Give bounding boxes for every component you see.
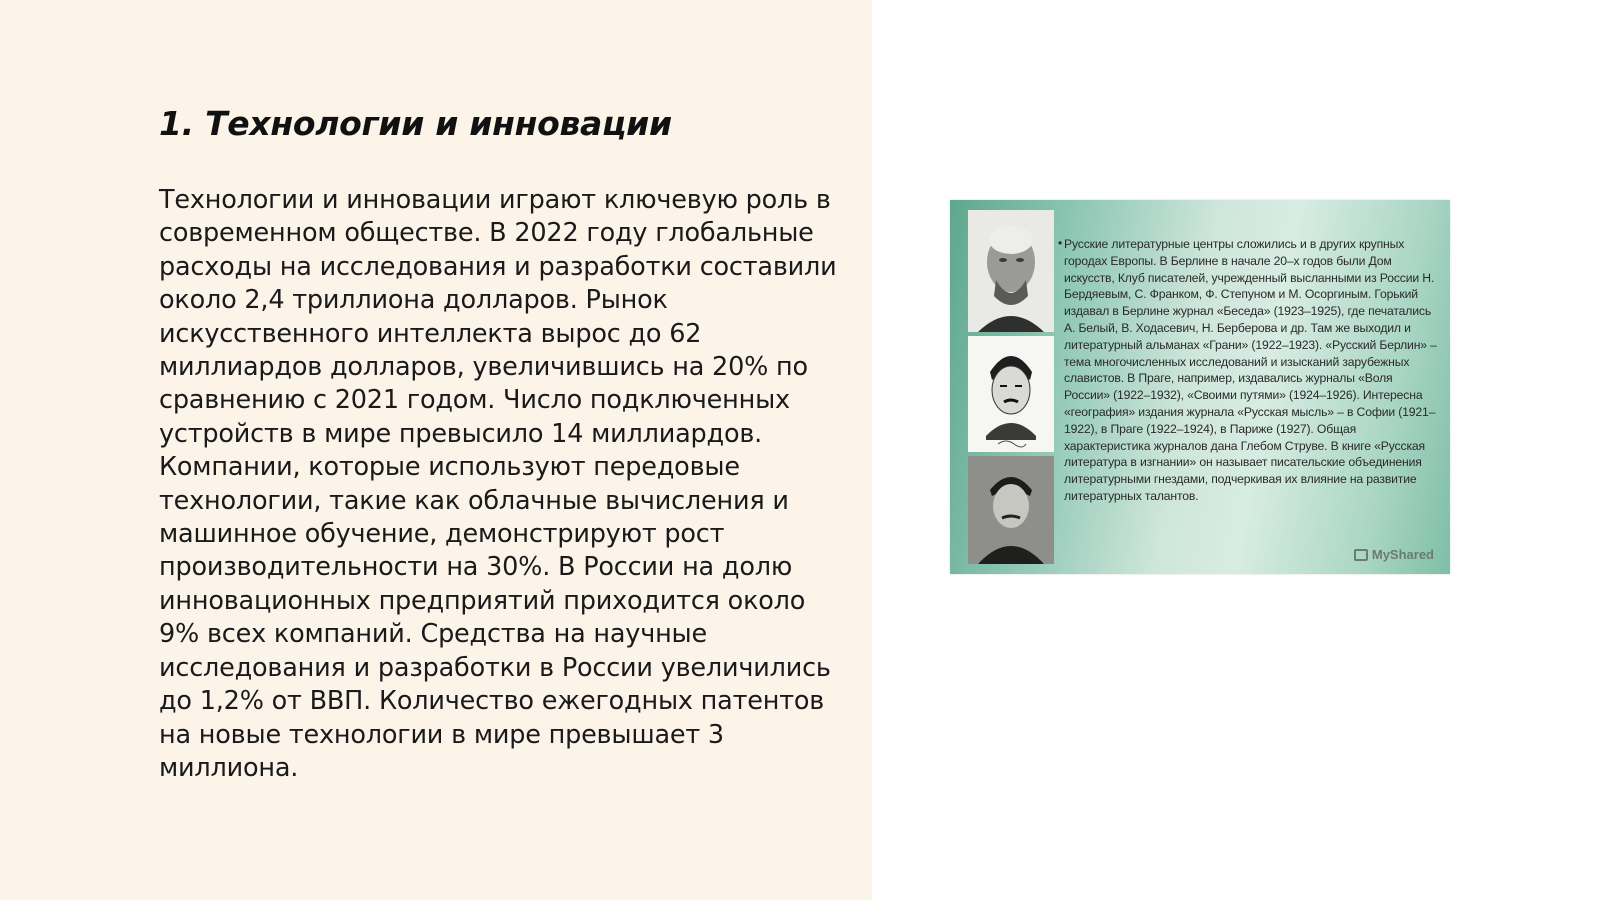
portrait-photo — [968, 210, 1054, 332]
portrait-photo — [968, 456, 1054, 564]
slide-body-text: Технологии и инновации играют ключевую роль в современном обществе. В 2022 году глобальные расходы на исследования и разработки составили около 2,4 триллиона долларов. Рынок искусственного интеллекта вырос до 62 миллиардов долларов, увеличившись на 20% по сравнению с 2021 годом. Число подключенных устройств в мире превысило 14 миллиардов. Компании, которые используют передовые технологии, такие как облачные вычисления и машинное обучение, демонстрируют рост производительности на 30%. В России на долю инновационных предприятий приходится около 9% всех компаний. Средства на научные исследования и разработки в России увеличились до 1,2% от ВВП. Количество ежегодных патентов на новые технологии в мире превышает 3 миллиона. — [159, 185, 837, 783]
slide-title: 1. Технологии и инновации — [159, 104, 672, 143]
slide-image — [950, 200, 1450, 574]
bullet-marker: • — [1058, 236, 1063, 250]
portrait-drawing — [968, 336, 1054, 452]
image-caption-text: Русские литературные центры сложились и в других крупных городах Европы. В Берлине в начале 20–х годов были Дом искусств, Клуб писателей, учрежденный высланными из России Н. Бердяевым, С. Франком, Ф. Степуном и М. Осоргиным. Горький издавал в Берлине журнал «Беседа» (1923–1925), где печатались А. Белый, В. Ходасевич, Н. Берберова и др. Там же выходил и литературный альманах «Грани» (1922–1923). «Русский Берлин» – тема многочисленных исследований и изысканий зарубежных славистов. В Праге, например, издавались журналы «Воля России» (1922–1932), «Своими путями» (1924–1926). Интересна «география» издания журнала «Русская мысль» – в Софии (1921–1922), в Праге (1922–1924), в Париже (1927). Общая характеристика журналов дана Глебом Струве. В книге «Русская литература в изгнании» он называет писательские объединения литературными гнездами, подчеркивая их влияние на развитие литературных талантов. — [1064, 237, 1437, 503]
watermark-label: MyShared — [1371, 547, 1434, 562]
watermark — [1354, 547, 1434, 562]
myshared-logo-icon — [1354, 549, 1368, 561]
